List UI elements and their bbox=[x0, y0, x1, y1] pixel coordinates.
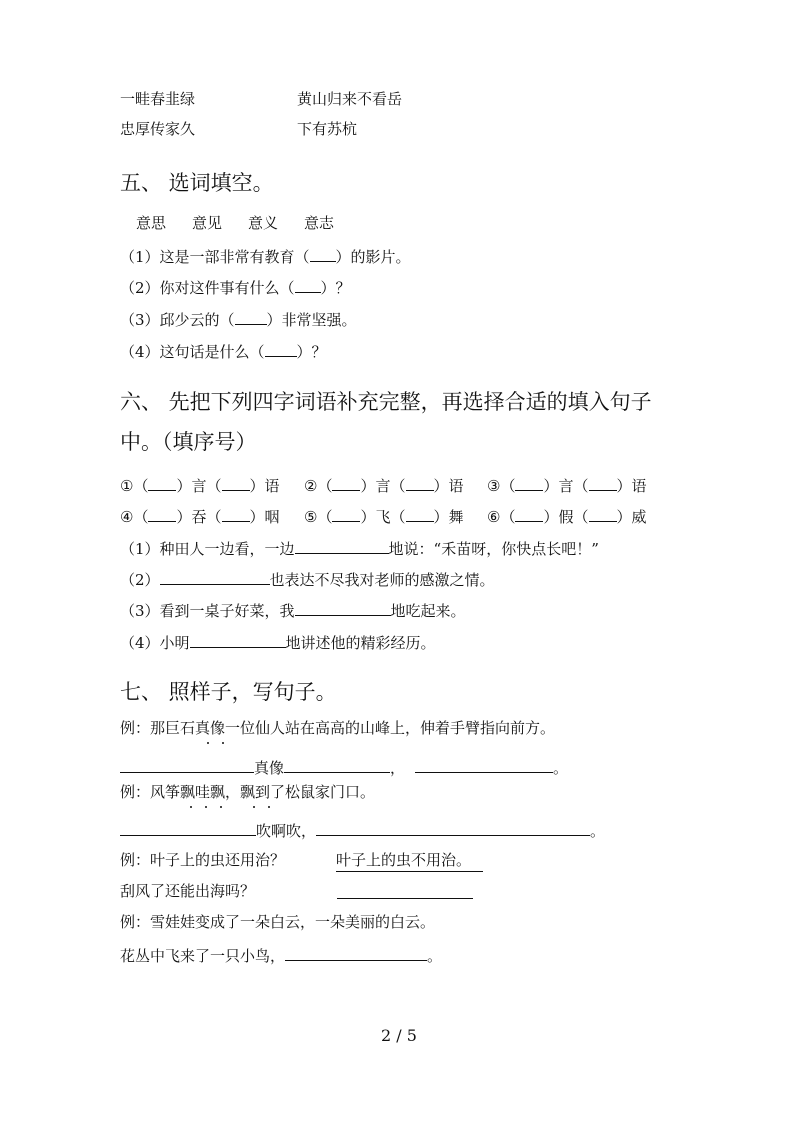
s6-sentence-1: （1）种田人一边看，一边 地说：“禾苗呀，你快点长吧！” bbox=[120, 537, 599, 559]
answer-blank[interactable] bbox=[589, 505, 617, 522]
answer-blank[interactable] bbox=[222, 474, 250, 491]
answer-blank[interactable] bbox=[284, 756, 390, 773]
answer-blank[interactable] bbox=[295, 537, 389, 554]
example-3-question: 例：叶子上的虫还用治？ bbox=[120, 851, 286, 869]
example-4: 例：雪娃娃变成了一朵白云，一朵美丽的白云。 bbox=[120, 913, 436, 931]
section-7-title: 七、 照样子，写句子。 bbox=[120, 680, 337, 704]
answer-blank[interactable] bbox=[310, 245, 336, 262]
page-number: 2 / 5 bbox=[381, 1026, 417, 1045]
word-1: 意思 bbox=[136, 214, 167, 232]
emphasis-dot bbox=[253, 806, 255, 808]
answer-blank[interactable] bbox=[515, 505, 543, 522]
answer-blank[interactable] bbox=[285, 944, 427, 961]
idiom-6: ⑥（ ）假（ ）威 bbox=[487, 505, 647, 527]
answer-blank[interactable] bbox=[332, 474, 360, 491]
pair-left-1: 一畦春韭绿 bbox=[120, 90, 196, 108]
answer-blank[interactable] bbox=[295, 276, 321, 293]
answer-blank[interactable] bbox=[406, 505, 434, 522]
emphasis-dot bbox=[205, 806, 207, 808]
answer-blank[interactable] bbox=[120, 756, 254, 773]
answer-blank[interactable] bbox=[148, 474, 176, 491]
word-bank bbox=[136, 213, 334, 233]
word-3: 意义 bbox=[248, 214, 279, 232]
answer-blank[interactable] bbox=[415, 756, 553, 773]
idiom-3: ③（ ）言（ ）语 bbox=[487, 474, 647, 496]
answer-blank[interactable] bbox=[332, 505, 360, 522]
s6-sentence-3: （3）看到一桌子好菜，我 地吃起来。 bbox=[120, 599, 466, 621]
answer-blank[interactable] bbox=[235, 308, 267, 325]
answer-blank[interactable] bbox=[148, 505, 176, 522]
answer-blank[interactable] bbox=[120, 819, 256, 836]
fill-line-2: 吹啊吹， 。 bbox=[120, 819, 605, 841]
s5-item-2: （2）你对这件事有什么（ ）？ bbox=[120, 276, 351, 298]
pair-left-2: 忠厚传家久 bbox=[120, 120, 196, 138]
answer-blank[interactable] bbox=[406, 474, 434, 491]
idiom-5: ⑤（ ）飞（ ）舞 bbox=[304, 505, 464, 527]
s5-item-3: （3）邱少云的（ ）非常坚强。 bbox=[120, 308, 357, 330]
s5-item-4: （4）这句话是什么（ ）？ bbox=[120, 340, 327, 362]
example-2: 例：风筝飘哇飘，飘到了松鼠家门口。 bbox=[120, 783, 376, 801]
section-5-title: 五、 选词填空。 bbox=[120, 171, 274, 195]
answer-blank[interactable] bbox=[316, 819, 590, 836]
answer-blank[interactable] bbox=[222, 505, 250, 522]
s6-sentence-2: （2） 也表达不尽我对老师的感激之情。 bbox=[120, 568, 495, 590]
pair-right-2: 下有苏杭 bbox=[297, 120, 358, 138]
idiom-2: ②（ ）言（ ）语 bbox=[304, 474, 464, 496]
section-6-title-line1: 六、 先把下列四字词语补充完整，再选择合适的填入句子 bbox=[120, 390, 652, 414]
section-6-title-line2: 中。（填序号） bbox=[120, 430, 257, 454]
word-4: 意志 bbox=[304, 214, 335, 232]
answer-blank[interactable] bbox=[190, 631, 286, 648]
pair-right-1: 黄山归来不看岳 bbox=[297, 90, 403, 108]
answer-blank[interactable] bbox=[265, 340, 297, 357]
question-4: 花丛中飞来了一只小鸟， 。 bbox=[120, 944, 442, 966]
question-3: 刮风了还能出海吗？ bbox=[120, 882, 256, 900]
answer-blank[interactable] bbox=[589, 474, 617, 491]
s5-item-1: （1）这是一部非常有教育（ ）的影片。 bbox=[120, 245, 411, 267]
idiom-1: ①（ ）言（ ）语 bbox=[120, 474, 280, 496]
emphasis-dot bbox=[207, 742, 209, 744]
example-3-answer: 叶子上的虫不用治。 bbox=[336, 850, 483, 872]
emphasis-dot bbox=[190, 806, 192, 808]
answer-blank[interactable] bbox=[295, 599, 391, 616]
idiom-4: ④（ ）吞（ ）咽 bbox=[120, 505, 280, 527]
word-2: 意见 bbox=[192, 214, 223, 232]
s6-sentence-4: （4）小明 地讲述他的精彩经历。 bbox=[120, 631, 436, 653]
emphasis-dot bbox=[222, 742, 224, 744]
answer-blank[interactable] bbox=[337, 882, 473, 899]
fill-line-1: 真像 ， 。 bbox=[120, 756, 568, 778]
example-1: 例：那巨石真像一位仙人站在高高的山峰上，伸着手臂指向前方。 bbox=[120, 719, 556, 737]
answer-blank[interactable] bbox=[160, 568, 270, 585]
emphasis-dot bbox=[268, 806, 270, 808]
answer-blank[interactable] bbox=[515, 474, 543, 491]
emphasis-dot bbox=[220, 806, 222, 808]
